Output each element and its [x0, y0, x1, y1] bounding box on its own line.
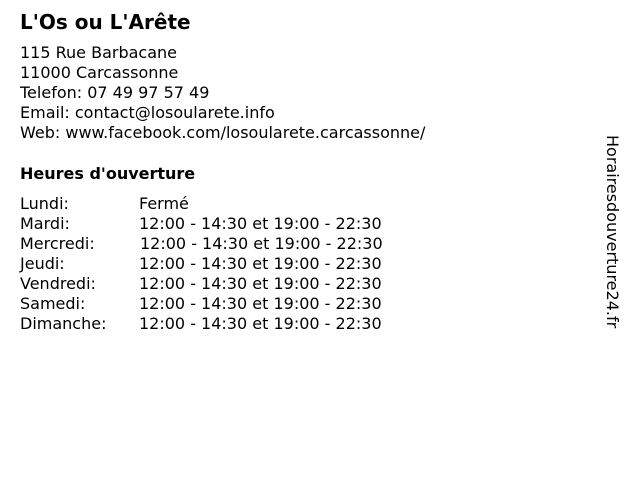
phone-line: Telefon: 07 49 97 57 49 — [20, 83, 210, 102]
time-value: 12:00 - 14:30 et 19:00 - 22:30 — [139, 314, 382, 333]
time-value: 12:00 - 14:30 et 19:00 - 22:30 — [139, 274, 382, 293]
time-value: Fermé — [139, 194, 189, 213]
day-label: Vendredi: — [20, 274, 96, 293]
day-label: Lundi: — [20, 194, 69, 213]
time-value: 12:00 - 14:30 et 19:00 - 22:30 — [139, 214, 382, 233]
day-label: Dimanche: — [20, 314, 107, 333]
email-line: Email: contact@losoularete.info — [20, 103, 275, 122]
time-value: 12:00 - 14:30 et 19:00 - 22:30 — [140, 234, 383, 253]
time-value: 12:00 - 14:30 et 19:00 - 22:30 — [139, 254, 382, 273]
street-address: 115 Rue Barbacane — [20, 43, 177, 62]
city-postcode: 11000 Carcassonne — [20, 63, 179, 82]
day-label: Mardi: — [20, 214, 70, 233]
website-line: Web: www.facebook.com/losoularete.carcassonne/ — [20, 123, 426, 142]
site-watermark: Horairesdouverture24.fr — [603, 135, 622, 329]
day-label: Jeudi: — [20, 254, 65, 273]
day-label: Mercredi: — [20, 234, 95, 253]
day-label: Samedi: — [20, 294, 86, 313]
time-value: 12:00 - 14:30 et 19:00 - 22:30 — [139, 294, 382, 313]
restaurant-name: L'Os ou L'Arête — [20, 10, 191, 34]
address-block — [20, 43, 425, 143]
hours-heading: Heures d'ouverture — [20, 164, 196, 183]
